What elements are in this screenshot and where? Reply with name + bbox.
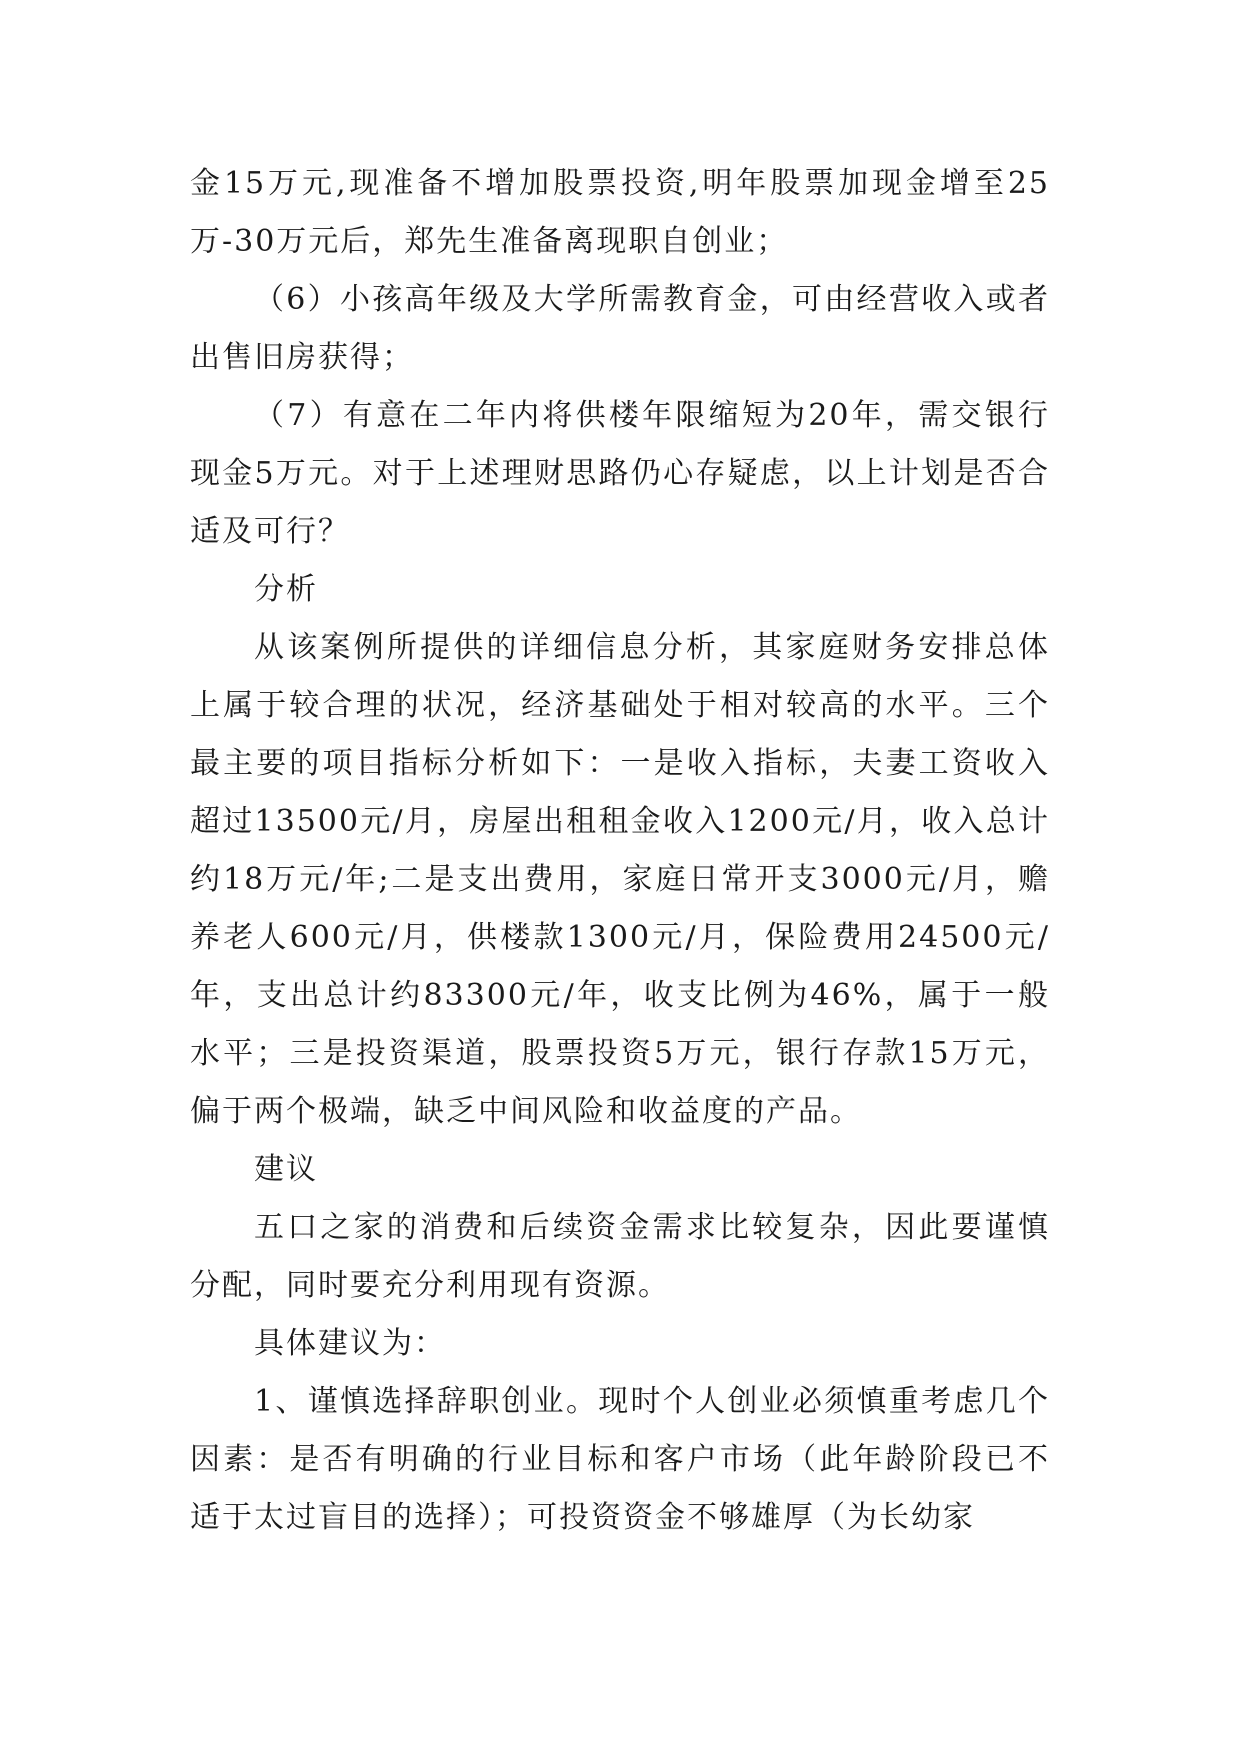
paragraph-analysis: 从该案例所提供的详细信息分析，其家庭财务安排总体上属于较合理的状况，经济基础处于相对较高的水平。三个最主要的项目指标分析如下：一是收入指标，夫妻工资收入超过13500元/月，房屋出租租金收入1200元/月，收入总计约18万元/年;二是支出费用，家庭日常开支3000元/月，赡养老人600元/月，供楼款1300元/月，保险费用24500元/年，支出总计约83300元/年，收支比例为46%，属于一般水平；三是投资渠道，股票投资5万元，银行存款15万元，偏于两个极端，缺乏中间风险和收益度的产品。 — [190, 630, 1050, 1129]
paragraph-suggestion-lead: 具体建议为： — [254, 1326, 446, 1361]
paragraph-continuation: 金15万元,现准备不增加股票投资,明年股票加现金增至25万-30万元后，郑先生准备离现职自创业； — [190, 166, 1050, 259]
paragraph-item-6: （6）小孩高年级及大学所需教育金，可由经营收入或者出售旧房获得； — [190, 282, 1050, 375]
paragraph-suggestion-1: 1、谨慎选择辞职创业。现时个人创业必须慎重考虑几个因素：是否有明确的行业目标和客户市场（此年龄阶段已不适于太过盲目的选择）；可投资资金不够雄厚（为长幼家 — [190, 1384, 1050, 1535]
document-body — [190, 155, 1050, 1547]
section-heading-analysis: 分析 — [254, 572, 318, 607]
paragraph-item-7: （7）有意在二年内将供楼年限缩短为20年，需交银行现金5万元。对于上述理财思路仍心存疑虑，以上计划是否合适及可行？ — [190, 398, 1050, 549]
section-heading-suggestion: 建议 — [254, 1152, 318, 1187]
paragraph-suggestion-intro: 五口之家的消费和后续资金需求比较复杂，因此要谨慎分配，同时要充分利用现有资源。 — [190, 1210, 1050, 1303]
